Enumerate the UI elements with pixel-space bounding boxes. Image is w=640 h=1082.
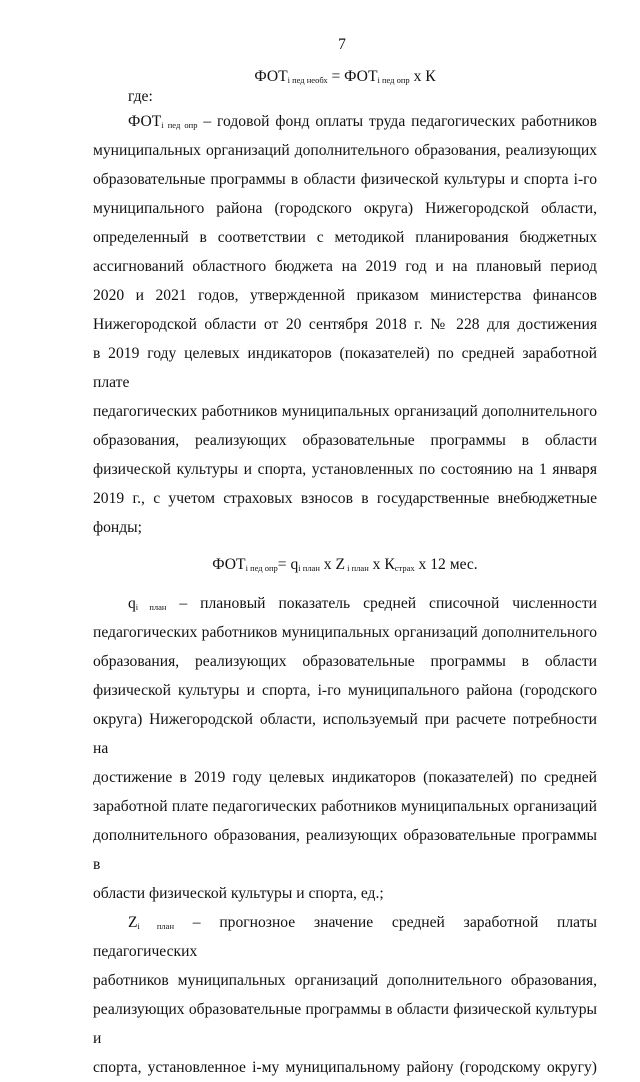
formula-sub: i пед опр <box>377 75 410 85</box>
text-line: достижение в 2019 году целевых индикаторов (показателей) по средней <box>93 769 597 786</box>
formula-term: х 12 мес. <box>414 556 478 573</box>
text-line: 2019 г., с учетом страховых взносов в государственные внебюджетные <box>93 490 597 507</box>
formula-term: ФОТ <box>344 68 378 85</box>
text-line: области физической культуры и спорта, ед.; <box>93 885 384 902</box>
text-line <box>93 107 597 136</box>
page-number: 7 <box>338 36 346 53</box>
formula-term: х Z <box>319 556 346 573</box>
formula-sub: страх <box>394 563 415 573</box>
formula-term: х К <box>409 68 436 85</box>
text-line: спорта, установленное i-му муниципальному району (городскому округу) <box>93 1059 597 1076</box>
text-line: ассигнований областного бюджета на 2019 год и на плановый период <box>93 258 597 275</box>
text-line: дополнительного образования, реализующих образовательные программы в <box>93 827 597 873</box>
text-line: в 2019 году целевых индикаторов (показателей) по средней заработной плате <box>93 345 597 391</box>
line-text: – плановый показатель средней списочной численности <box>166 595 597 612</box>
paragraph-fot-definition <box>93 107 597 542</box>
text-line: 2020 и 2021 годов, утвержденной приказом министерства финансов <box>93 287 597 304</box>
formula-op: = <box>327 68 345 85</box>
text-line: муниципальных организаций дополнительного образования, реализующих <box>93 142 597 159</box>
term: q <box>128 595 136 612</box>
text-line: заработной плате педагогических работников муниципальных организаций <box>93 798 597 815</box>
text-line: педагогических работников муниципальных организаций дополнительного <box>93 403 597 420</box>
text-line: физической культуры и спорта, установленных по состоянию на 1 января <box>93 461 597 478</box>
where-label: где: <box>128 88 153 105</box>
term-sub: i пед опр <box>161 120 198 130</box>
line-text: – годовой фонд оплаты труда педагогических работников <box>197 113 597 130</box>
text-line: фонды; <box>93 519 142 536</box>
text-line: муниципального района (городского округа) Нижегородской области, <box>93 200 597 217</box>
formula-term: х К <box>368 556 395 573</box>
paragraph-q-definition <box>93 589 597 908</box>
term: Z <box>128 914 138 931</box>
formula-term: ФОТ <box>212 556 246 573</box>
text-line: образования, реализующих образовательные программы в области <box>93 432 597 449</box>
text-line <box>93 908 597 966</box>
text-line: образовательные программы в области физической культуры и спорта i-го <box>93 171 597 188</box>
formula-term: ФОТ <box>254 68 288 85</box>
text-line: работников муниципальных организаций дополнительного образования, <box>93 972 597 989</box>
line-text: – прогнозное значение средней заработной платы педагогических <box>93 914 597 960</box>
text-line: физической культуры и спорта, i-го муниципального района (городского <box>93 682 597 699</box>
paragraph-z-definition <box>93 908 597 1082</box>
text-line: округа) Нижегородской области, используемый при расчете потребности на <box>93 711 597 757</box>
formula-sub: i пед опр <box>245 563 278 573</box>
term: ФОТ <box>128 113 162 130</box>
formula-fot-calculation <box>93 550 597 579</box>
formula-term: = q <box>277 556 299 573</box>
term-sub: i план <box>135 602 167 612</box>
page-content <box>93 0 597 1082</box>
text-line <box>93 589 597 618</box>
term-sub: i план <box>137 921 174 931</box>
text-line: педагогических работников муниципальных организаций дополнительного <box>93 624 597 641</box>
formula-sub: i план <box>345 563 369 573</box>
formula-fot-required <box>93 67 597 87</box>
text-line: реализующих образовательные программы в области физической культуры и <box>93 1001 597 1047</box>
text-line: Нижегородской области от 20 сентября 2018 г. № 228 для достижения <box>93 316 597 333</box>
text-line: определенный в соответствии с методикой планирования бюджетных <box>93 229 597 246</box>
text-line: образования, реализующих образовательные программы в области <box>93 653 597 670</box>
formula-sub: i пед необх <box>287 75 328 85</box>
formula-sub: i план <box>298 563 320 573</box>
